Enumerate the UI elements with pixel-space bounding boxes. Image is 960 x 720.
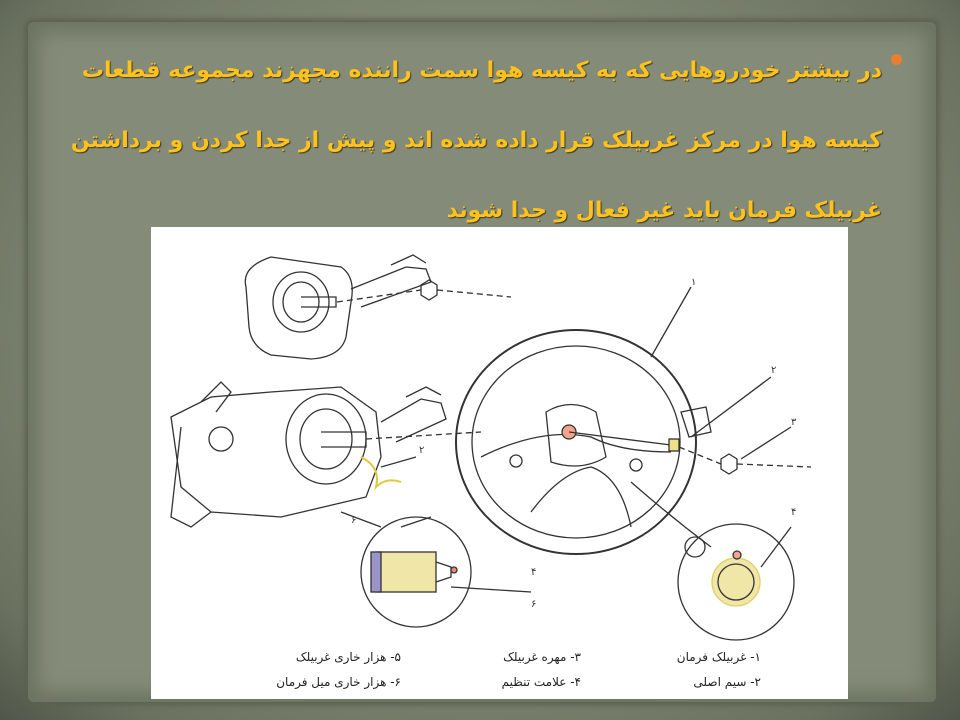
- main-stalk: [381, 399, 446, 442]
- top-shaft-ring: [273, 272, 329, 332]
- column-shaft: [321, 432, 366, 447]
- bullet-icon: [891, 54, 902, 65]
- legend-column-2: [451, 645, 581, 695]
- column-ring: [286, 394, 366, 484]
- legend-item-4: ۴- علامت تنظیم: [501, 675, 581, 689]
- diagram-drawing: [151, 227, 848, 699]
- legend-column-1: [631, 645, 761, 695]
- callout-6-top: ۶: [351, 515, 357, 526]
- legend-item-6: ۶- هزار خاری میل فرمان: [276, 675, 401, 689]
- callout-4-spline: ۴: [531, 567, 537, 578]
- callout-6-bottom: ۶: [531, 599, 537, 610]
- bullet-text: در بیشتر خودروهایی که به کیسه هوا سمت راننده مجهزند مجموعه قطعات کیسه هوا در مرکز غربیلک قرار داده شده اند و پیش از جدا کردن و برداشتن غربیلک فرمان باید غیر فعال و جدا شوند: [70, 58, 882, 223]
- callout-2-column: ۲: [419, 445, 425, 456]
- callout-4-alignment: ۴: [791, 507, 797, 518]
- legend-item-1: ۱- غربیلک فرمان: [676, 650, 761, 664]
- callout-1: ۱: [691, 277, 697, 288]
- wheel-nut: [721, 454, 737, 474]
- steering-wheel-rim: [456, 330, 696, 554]
- legend-item-3: ۳- مهره غربیلک: [503, 650, 581, 664]
- legend-item-2: ۲- سیم اصلی: [693, 675, 761, 689]
- wheel-spokes: [481, 435, 671, 458]
- legend-item-5: ۵- هزار خاری غربیلک: [295, 650, 401, 664]
- top-stalk: [351, 267, 431, 307]
- steering-wheel-diagram: [151, 227, 848, 699]
- callout-2-wheel: ۲: [771, 365, 777, 376]
- callout-3: ۳: [791, 417, 797, 428]
- legend-column-3: [241, 645, 401, 695]
